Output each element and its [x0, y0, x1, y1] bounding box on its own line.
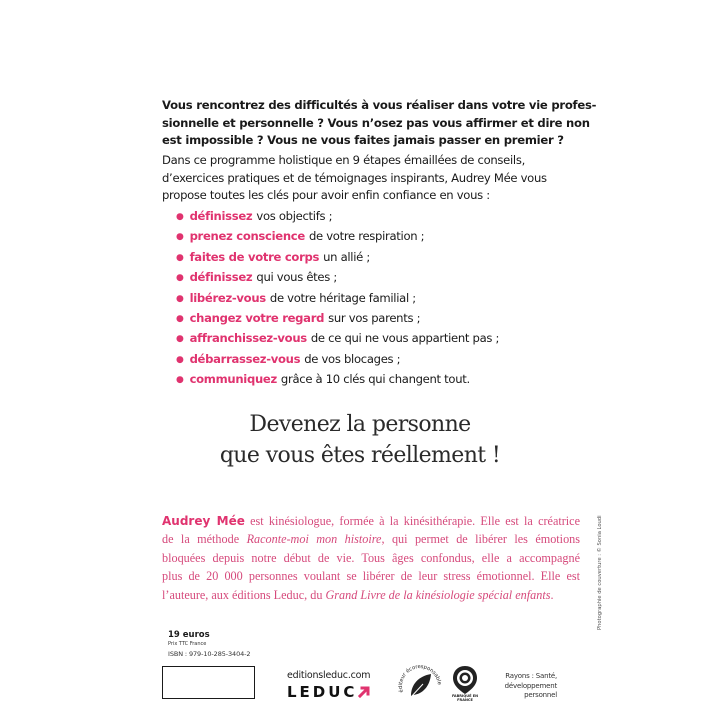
author-name: Audrey Mée	[162, 514, 245, 528]
bullet-icon: ●	[176, 273, 184, 284]
list-item	[176, 289, 499, 309]
bullet-icon: ●	[176, 252, 184, 263]
arrow-icon	[358, 686, 370, 698]
intro-line: est impossible ? Vous ne vous faites jamais passer en premier ?	[162, 133, 564, 148]
bio-line	[162, 586, 580, 604]
step-text: vos objectifs ;	[256, 209, 333, 223]
list-item	[176, 370, 499, 390]
step-text: de vos blocages ;	[304, 351, 401, 366]
step-keyword: définissez	[189, 270, 253, 285]
photo-credit: Photographie de couverture : © Sonia Loudi	[597, 515, 603, 630]
step-keyword: faites de votre corps	[189, 249, 320, 264]
bio-text: .	[550, 587, 554, 602]
slogan-line: Devenez la personne	[249, 412, 471, 437]
list-item	[176, 329, 499, 349]
description-line: d’exercices pratiques et de témoignages inspirants, Audrey Mée vous	[162, 170, 547, 185]
barcode-placeholder	[162, 666, 255, 699]
eco-publisher-icon	[397, 662, 443, 708]
publisher-name: LEDUC	[287, 683, 358, 701]
method-title: Raconte-moi mon histoire	[246, 532, 382, 547]
intro-questions	[162, 97, 597, 150]
description-line: Dans ce programme holistique en 9 étapes émaillées de conseils,	[162, 153, 525, 167]
rayons-line: développement	[504, 681, 557, 690]
step-keyword: débarrassez-vous	[189, 351, 301, 366]
rayons-line: personnel	[524, 691, 557, 699]
rayons-line: Rayons : Santé,	[505, 672, 557, 680]
price-block	[168, 630, 250, 658]
steps-list	[176, 207, 499, 391]
publisher-website: editionsleduc.com	[287, 670, 371, 681]
isbn: ISBN : 979-10-285-3404-2	[168, 650, 251, 658]
author-bio	[162, 512, 580, 604]
bullet-icon: ●	[176, 212, 184, 222]
intro-line: sionnelle et personnelle ? Vous n’osez pas vous affirmer et dire non	[162, 115, 590, 130]
eco-label-text: éditeur écoresponsable	[397, 664, 443, 694]
book-title: Grand Livre de la kinésiologie spécial enfants	[325, 587, 551, 602]
list-item	[176, 207, 499, 227]
bullet-icon: ●	[176, 354, 184, 365]
step-text: de ce qui ne vous appartient pas ;	[310, 331, 500, 346]
step-keyword: libérez-vous	[189, 290, 266, 305]
description-line: propose toutes les clés pour avoir enfin confiance en vous :	[162, 188, 490, 203]
list-item	[176, 309, 499, 329]
bullet-icon: ●	[176, 314, 184, 325]
bio-text: l’auteure, aux éditions Leduc, du	[162, 587, 323, 602]
step-keyword: définissez	[189, 209, 253, 223]
price-note: Prix TTC France	[168, 641, 207, 647]
step-text: de votre respiration ;	[308, 229, 425, 244]
bullet-icon: ●	[176, 293, 184, 304]
made-in-france-label: FABRIQUÉ EN FRANCE	[451, 694, 479, 702]
shelf-category	[500, 672, 557, 701]
bullet-icon: ●	[176, 232, 184, 243]
step-keyword: communiquez	[189, 372, 277, 387]
list-item	[176, 350, 499, 370]
bio-line: bloquées depuis notre début de vie. Tous âges confondus, elle a accompagné	[162, 550, 580, 565]
bio-text: , qui permet de libérer les émotions	[381, 532, 581, 547]
bio-text: est kinésiologue, formée à la kinésithérapie. Elle est la créatrice	[250, 514, 580, 528]
bio-text: de la méthode	[162, 532, 240, 547]
step-text: un allié ;	[323, 249, 370, 264]
step-text: qui vous êtes ;	[256, 270, 337, 285]
price: 19 euros	[168, 630, 210, 640]
bio-line: plus de 20 000 personnes voulant se libérer de leur stress émotionnel. Elle est	[162, 569, 580, 584]
publisher-logo	[287, 683, 370, 701]
slogan-line: que vous êtes réellement !	[219, 443, 501, 468]
bio-line	[162, 512, 580, 530]
step-text: sur vos parents ;	[328, 311, 421, 326]
list-item	[176, 268, 499, 288]
list-item	[176, 248, 499, 268]
bio-line	[162, 530, 580, 548]
program-description	[162, 152, 582, 205]
step-keyword: prenez conscience	[189, 229, 305, 244]
bullet-icon: ●	[176, 334, 184, 345]
list-item	[176, 227, 499, 247]
step-text: de votre héritage familial ;	[269, 290, 416, 305]
step-text: grâce à 10 clés qui changent tout.	[280, 372, 470, 387]
step-keyword: changez votre regard	[189, 311, 325, 326]
step-keyword: affranchissez-vous	[189, 331, 307, 346]
intro-line: Vous rencontrez des difficultés à vous réaliser dans votre vie profes-	[162, 98, 597, 112]
slogan	[0, 409, 720, 471]
bullet-icon: ●	[176, 375, 184, 386]
